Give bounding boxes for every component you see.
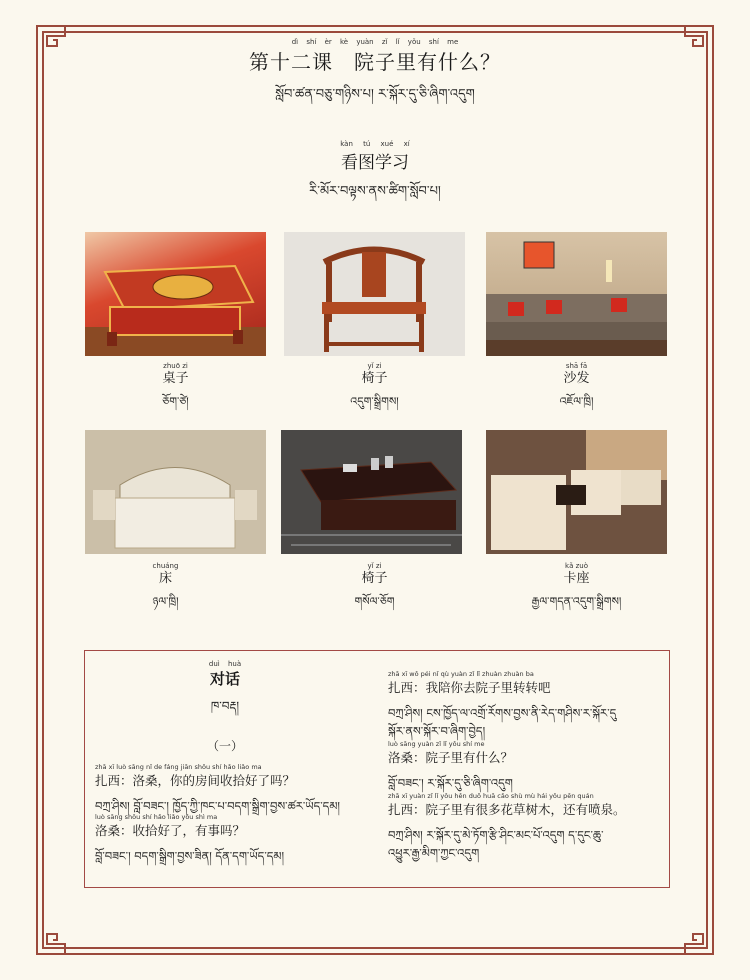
- caption-6: [486, 562, 667, 620]
- low-table-photo: [281, 430, 462, 554]
- dialogue-heading-tibetan: ཁ་བརྡ།: [210, 699, 240, 713]
- chair-photo: [284, 232, 465, 356]
- line-pinyin: luò sāng yuàn zǐ lǐ yǒu shí me: [388, 740, 485, 748]
- line-pinyin: luò sāng shōu shí hǎo liǎo yǒu shì ma: [95, 813, 218, 821]
- low-table-image: [281, 430, 462, 554]
- bed-image: [85, 430, 266, 554]
- section-title: 看图学习: [341, 153, 409, 173]
- dialogue-heading: [175, 660, 275, 727]
- caption-pinyin: yǐ zi: [367, 562, 382, 570]
- chair-image: [284, 232, 465, 356]
- sofa-image: [486, 232, 667, 356]
- caption-tibetan: གསོལ་ཅོག: [354, 595, 395, 608]
- caption-5: [284, 562, 465, 620]
- caption-tibetan: འཇོལ་ཁྲི།: [559, 395, 594, 408]
- line-pinyin: zhā xī luò sāng nǐ de fáng jiān shōu shí hǎo liǎo ma: [95, 763, 262, 771]
- dialogue-line: 洛桑：收拾好了，有事吗？: [95, 823, 246, 838]
- caption-label: 床: [158, 571, 172, 586]
- caption-pinyin: chuáng: [152, 562, 179, 570]
- sofa-photo: [486, 232, 667, 356]
- caption-3: [486, 362, 667, 420]
- caption-tibetan: ཅོག་ཙེ།: [162, 395, 189, 408]
- dialogue-line: 扎西：洛桑，你的房间收拾好了吗？: [95, 773, 296, 788]
- caption-tibetan: རྒྱལ་གདན་འདུག་སྒྲིགས།: [531, 595, 622, 608]
- caption-4: [75, 562, 256, 620]
- dialogue-heading-text: 对话: [209, 670, 240, 688]
- lesson-title: 第十二课 院子里有什么？: [249, 50, 501, 74]
- caption-pinyin: zhuō zi: [163, 362, 188, 370]
- dialogue-line-tibetan: བློ་བཟང་། ར་སྐོར་དུ་ཅི་ཞིག་འདུག: [388, 776, 513, 790]
- dialogue-line: 洛桑：院子里有什么？: [388, 750, 514, 765]
- caption-label: 卡座: [563, 571, 590, 586]
- line-pinyin: zhā xī wǒ péi nǐ qù yuàn zǐ lǐ zhuàn zhuàn ba: [388, 670, 534, 678]
- caption-label: 桌子: [162, 371, 189, 386]
- caption-label: 椅子: [361, 371, 388, 386]
- dialogue-line-tibetan: བཀྲ་ཤིས། བློ་བཟང་། ཁྱོད་ཀྱི་ཁང་པ་བདག་སྒྲིག་བྱས་ཚར་ཡོད་དམ།: [95, 799, 340, 813]
- dialogue-line-tibetan: བཀྲ་ཤིས། ངས་ཁྱོད་ལ་འགྲོ་རོགས་བྱས་ནི་རེད་གཤིས་ར་སྐོར་དུ: [388, 706, 617, 720]
- caption-pinyin: kǎ zuò: [565, 562, 588, 570]
- caption-tibetan: འདུག་སྒྲིགས།: [350, 395, 399, 408]
- table-photo: [85, 232, 266, 356]
- dialogue-line: 扎西：院子里有很多花草树木，还有喷泉。: [388, 802, 626, 817]
- dialogue-line-tibetan: བློ་བཟང་། བདག་སྒྲིག་བྱས་ཟིན། དོན་དག་ཡོད་དམ།: [95, 849, 285, 863]
- dialogue-line-tibetan: སྐོར་ནས་སྐོར་བ་ཞིག་བྱེད།: [388, 724, 486, 738]
- caption-tibetan: ཉལ་ཁྲི།: [152, 595, 179, 608]
- caption-pinyin: shā fā: [565, 362, 588, 370]
- caption-2: [284, 362, 465, 420]
- section-tibetan: རི་མོར་བལྟས་ནས་ཚིག་སློབ་པ།: [309, 184, 441, 199]
- dialogue-line: 扎西：我陪你去院子里转转吧: [388, 680, 551, 695]
- section-heading: [250, 140, 500, 213]
- dialogue-line-tibetan: བཀྲ་ཤིས། ར་སྐོར་དུ་མེ་ཏོག་རྩི་ཤིང་མང་པོ་འདུག ད་དུང་ཆུ་: [388, 828, 604, 842]
- title-pinyin: dì shí èr kè yuàn zǐ lǐ yǒu shí me: [291, 38, 459, 46]
- lesson-title-tibetan: སློབ་ཚན་བཅུ་གཉིས་པ། ར་སྐོར་དུ་ཅི་ཞིག་འདུག: [275, 87, 475, 102]
- booth-image: [486, 430, 667, 554]
- booth-photo: [486, 430, 667, 554]
- dialogue-part: （一）: [206, 739, 243, 753]
- dialogue-line-tibetan: འཕྱུར་རྒྱ་མིག་ཀྱང་འདུག: [388, 846, 480, 860]
- caption-1: [85, 362, 266, 420]
- caption-label: 沙发: [563, 371, 590, 386]
- line-pinyin: zhā xī yuàn zǐ lǐ yǒu hěn duō huā cǎo shù mù hái yǒu pēn quán: [388, 792, 594, 800]
- caption-label: 椅子: [361, 571, 388, 586]
- bed-photo: [85, 430, 266, 554]
- table-image: [85, 232, 266, 356]
- dialogue-heading-pinyin: duì huà: [208, 660, 242, 668]
- caption-pinyin: yǐ zi: [367, 362, 382, 370]
- section-pinyin: kàn tú xué xí: [340, 140, 410, 148]
- lesson-title-block: [150, 38, 600, 116]
